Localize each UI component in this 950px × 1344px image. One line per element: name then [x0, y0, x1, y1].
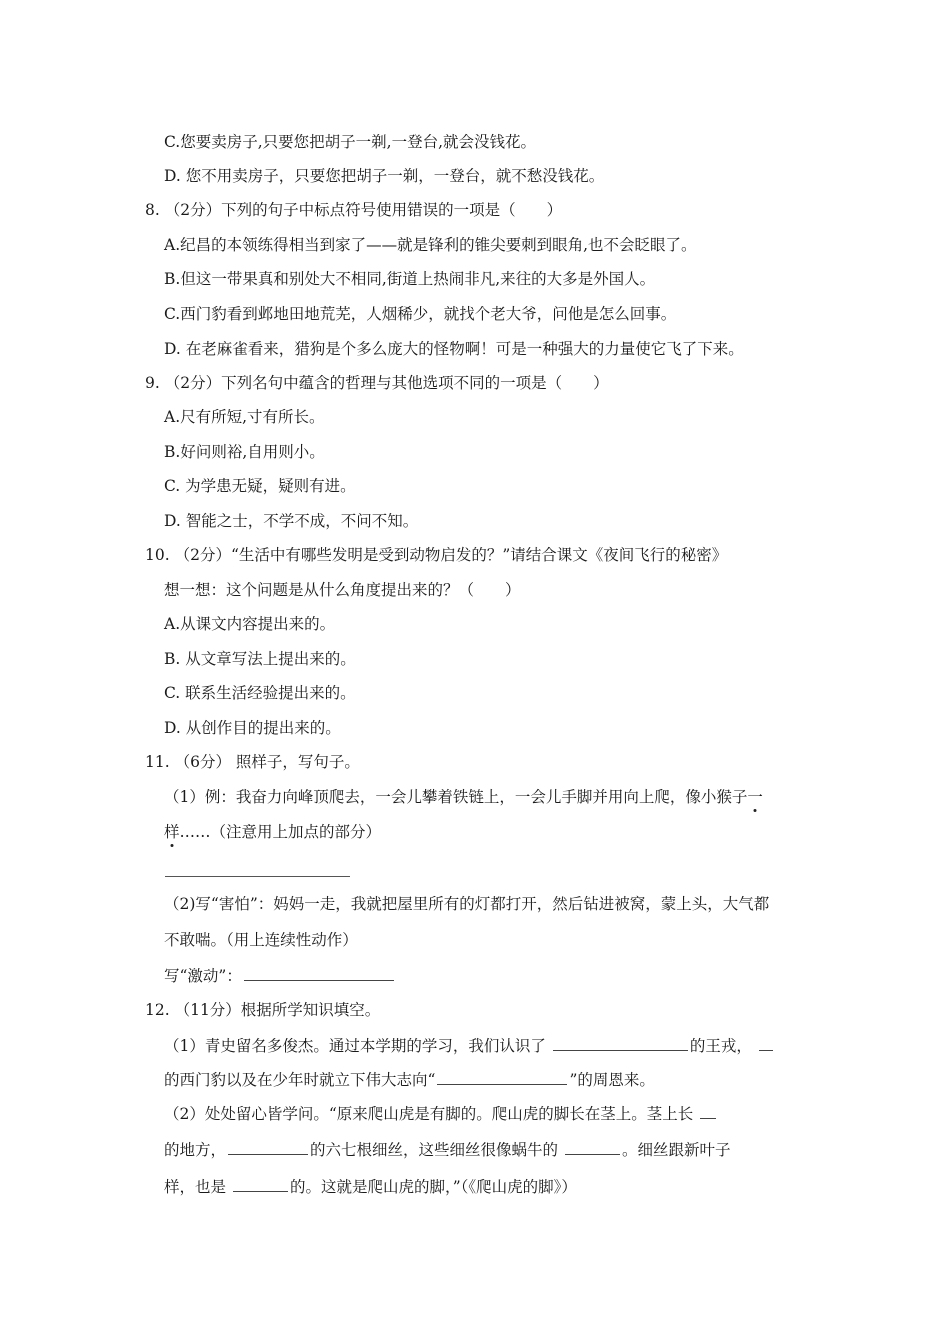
- q11-part1-text: （1）例：我奋力向峰顶爬去，一会儿攀着铁链上，一会儿手脚并用向上爬，像小猴子: [164, 788, 748, 806]
- q11-part1-line2: [164, 821, 381, 843]
- q11-stem: 11. （6分） 照样子，写句子。: [145, 753, 360, 771]
- q8-option-a: A.纪昌的本领练得相当到家了——就是锋利的锥尖要刺到眼角,也不会眨眼了。: [164, 236, 697, 254]
- q12-part2-text-a: （2）处处留心皆学问。“原来爬山虎是有脚的。爬山虎的脚长在茎上。茎上长: [164, 1105, 694, 1123]
- q12-blank-7[interactable]: [233, 1175, 288, 1192]
- q7-option-d: D. 您不用卖房子，只要您把胡子一剃，一登台，就不愁没钱花。: [164, 167, 605, 185]
- q12-blank-4[interactable]: [700, 1102, 716, 1119]
- q10-option-a: A.从课文内容提出来的。: [164, 615, 336, 633]
- q12-part1-text-b: 的王戎，: [689, 1037, 752, 1055]
- q11-part2-line2: 不敢喘。（用上连续性动作）: [164, 931, 358, 949]
- q12-part2-line3: [164, 1175, 577, 1198]
- q12-part2-text-e: 样，也是: [164, 1178, 227, 1196]
- q8-option-c: C.西门豹看到邺地田地荒芜，人烟稀少，就找个老大爷，问他是怎么回事。: [164, 305, 677, 323]
- q12-blank-3[interactable]: [437, 1068, 567, 1085]
- q10-option-b: B. 从文章写法上提出来的。: [164, 650, 356, 668]
- q12-part1-line2: [164, 1068, 655, 1091]
- q8-option-d: D. 在老麻雀看来，猎狗是个多么庞大的怪物啊！可是一种强大的力量使它飞了下来。: [164, 340, 744, 358]
- q12-part1-text-c: 的西门豹以及在少年时就立下伟大志向“: [164, 1071, 436, 1089]
- q7-option-c: C.您要卖房子,只要您把胡子一剃,一登台,就会没钱花。: [164, 133, 537, 151]
- q11-part2-line3: [164, 964, 396, 987]
- q8-stem: 8. （2分）下列的句子中标点符号使用错误的一项是（ ）: [145, 201, 563, 219]
- q11-part1-answer-blank[interactable]: [165, 876, 350, 877]
- q12-part2-line1: [164, 1102, 718, 1125]
- q9-option-d: D. 智能之士，不学不成，不问不知。: [164, 512, 419, 530]
- q12-blank-2[interactable]: [759, 1034, 773, 1051]
- q8-option-b: B.但这一带果真和别处大不相同,街道上热闹非凡,来往的大多是外国人。: [164, 270, 656, 288]
- q11-part1-line1: [164, 786, 763, 808]
- q12-part1-text-a: （1）青史留名多俊杰。通过本学期的学习，我们认识了: [164, 1037, 546, 1055]
- q12-blank-1[interactable]: [553, 1034, 688, 1051]
- q9-option-c: C. 为学患无疑，疑则有进。: [164, 477, 356, 495]
- q12-part1-text-d: ”的周恩来。: [569, 1071, 655, 1089]
- emphasis-dot-char: 一: [747, 788, 763, 806]
- q12-part1-line1: [164, 1034, 775, 1057]
- q12-blank-5[interactable]: [228, 1138, 308, 1155]
- q11-part2-prompt: 写“激动”：: [164, 967, 242, 985]
- q12-part2-text-b: 的地方，: [164, 1141, 227, 1159]
- emphasis-dot-char: 样: [164, 823, 180, 841]
- q12-part2-text-c: 的六七根细丝，这些细丝很像蜗牛的: [310, 1141, 559, 1159]
- q12-part2-text-d: 。细丝跟新叶子: [621, 1141, 731, 1159]
- q10-stem-line2: 想一想：这个问题是从什么角度提出来的？（ ）: [164, 581, 521, 599]
- q12-part2-line2: [164, 1138, 730, 1161]
- q12-part2-text-f: 的。这就是爬山虎的脚，”（《爬山虎的脚》）: [289, 1178, 577, 1196]
- q12-stem: 12. （11分）根据所学知识填空。: [145, 1001, 381, 1019]
- q9-stem: 9. （2分）下列名句中蕴含的哲理与其他选项不同的一项是（ ）: [145, 374, 609, 392]
- q11-part2-answer-blank[interactable]: [244, 964, 394, 981]
- q9-option-b: B.好问则裕,自用则小。: [164, 443, 325, 461]
- q10-option-c: C. 联系生活经验提出来的。: [164, 684, 356, 702]
- q12-blank-6[interactable]: [565, 1138, 620, 1155]
- q9-option-a: A.尺有所短,寸有所长。: [164, 408, 325, 426]
- q11-part1-note: ……（注意用上加点的部分）: [179, 823, 382, 841]
- q10-stem-line1: 10. （2分）“生活中有哪些发明是受到动物启发的？”请结合课文《夜间飞行的秘密》: [145, 546, 728, 564]
- q11-part2-line1: （2)写“害怕”：妈妈一走，我就把屋里所有的灯都打开，然后钻进被窝，蒙上头，大气都: [164, 895, 770, 913]
- q10-option-d: D. 从创作目的提出来的。: [164, 719, 341, 737]
